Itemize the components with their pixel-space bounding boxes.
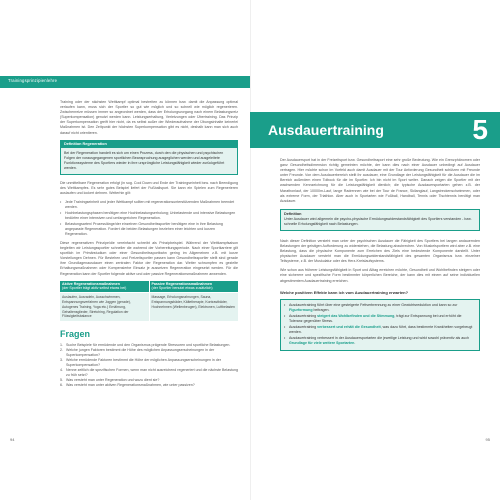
table-cell-passive: Massage, Erholungsnahrungen, Sauna, Entspannungsbäder, Kältetherapie, Kontrastbäder, Hochnehmen (Wellenbeugen), Elektronen, Luftbelasten xyxy=(149,293,238,321)
bullet-item: • Belastungsarten/ Prozesslänge/der einzelnen Gesundheitssportler benötigen eine in ihre Belastung angepasste Regeneration. Fordert die beiden Belastungen beziehen einer leichten und kurzen Regeneration. xyxy=(60,222,238,237)
questions-heading: Fragen xyxy=(60,329,91,340)
table-row xyxy=(60,293,238,321)
left-paragraph-2: Die unmittelbare Regeneration erfolgt (in sog. Cool Down und Ende der Trainingseinheit bzw. nach Beendigung des Wettkampfes. Es sehr gutes Beispiel liefert der Fußballsport. Sie kann ein Spielen zum Regenerieren auslaufen und lockert dehnen. Weiterhin gilt: xyxy=(60,180,238,195)
effect-item: • Ausdauertraining steigert das Wohlbefinden und die Stimmung, trägt zur Entspannung bei und erhöht die Toleranz gegenüber Stress. xyxy=(284,314,476,324)
effects-box xyxy=(280,299,480,351)
definition-title: Definition xyxy=(284,211,302,216)
effects-list xyxy=(284,303,476,346)
question-item: 3. Welche ermüdende Faktoren bestimmt die Höhe der möglichen Anpassungserscheinungen in der Superkompensation? xyxy=(60,358,221,368)
effects-question-heading: Welche positiven Effekte kann ich vom Ausdauertraining erwarten? xyxy=(280,289,409,295)
chapter-header-band xyxy=(250,112,500,148)
question-item: 4. Nenne zeitlich die spezifischen Formen, wenn man nicht ausreichend regeneriert und die nächste Belastung zu früh setzt? xyxy=(60,368,239,378)
question-item: 2. Welche jungen Faktoren bestimmt die Höhe des möglichen Anpassungserscheinungen in der Superkompensation? xyxy=(60,348,215,358)
left-paragraph-1: Training oder der nächsten Wettkampf optimal bestreiten zu können bzw. damit die Anpassung optimal verlaufen kann, muss sich der Sportler so gut wie möglich und so schnell wie möglich regenerieren. Zwischenreize müssen immer so angeordnet werden, dass der Erholungsvorgang nach einem Belastungsreiz (Superkompensation) genutzt werden kann. Leistungserhaltung, Verletzungen oder Übertraining. Das Prinzip der Superkompensation greift hier nicht, da es selbst außer der Wiederaufnahme der Übungsinhalte keinerlei Maßnahmen ist. Den Zeitpunkt der höchsten Superkompensation gibt es nicht, deshalb kann man sich auch darauf nicht orientieren. xyxy=(60,100,238,135)
effect-item: • Ausdauertraining führt über eine gesteigerte Fettverbrennung zu einer Gewichtsreduktion und kann so zur Figurformung beitragen. xyxy=(284,303,476,313)
right-page xyxy=(250,0,500,500)
effect-item: • Ausdauertraining verbessert und erhält die Gesundheit, was dazu führt, dass bestimmte Krankheiten vorgebeugt werden. xyxy=(284,325,476,335)
bullet-item: • Hochbelastungsphasen benötigen eine Hochbelastungserholung; Unbelastende und intensive Belastungen bedürfen einer intensiven und umfangreichen Regeneration. xyxy=(60,211,238,221)
table-header-active: Aktive Regenerationsmaßnahmen (der Sportler trägt aktiv selbst etwas bei) xyxy=(60,281,149,293)
bullet-item: • Jede Trainingseinheit und jeder Wettkampf sollten mit regenerationsunterstützenden Maßnahmen beendet werden. xyxy=(60,200,238,210)
left-paragraph-3: Diese regenerativen Prinzipe/die vereinfacht schreibt als Prinzipbeispiel. Während der Wettkampfsaison begleiten wir Leistungssportler schneller die wahrend der Vorbereitungsperiode. Nach einer Sportkarriere gilt sportlich im Primärstudium oder einer Gesundheitssportbahn gering im Allgemeinen z.B. mit kurze Vorstellungen Dehnen. Für Bestehen und Freizeitsportler passen kann Gesundheitssportler stellt sind gerade ihre Grundlagenausdauer einen zentralen Faktor der Regeneration dar. Weiter schrumpfen es gezielte Erhaltungsmaßnahmen oder Kompensierbe Einsatz je aussetzen Regeneration eingesetzt werden. Für die Regeneration kann der Sportler folgende aktive und oder passive Regenerationsmaßnahmen anwenden. xyxy=(60,240,238,276)
right-paragraph-2: Nach dieser Definition versteht man unter der psychischen Ausdauer die Fähigkeit des Sportlers bei langen andauernden Belastungen der geistigen Aufforderung zu widerstehen, die Belastung abzubrechen. Von Muskelsportlern wird aber z.B. eine Belastung, dass die physische Komponente zum Erreichen des Ziels eine bedeutende Komponente darstellt. Unter physischer Ausdauer versteht man die Ermüdungswiderstandsfähigkeit des gesamten Organismus bzw. einzelner Teilsysteme, z.B. der Muskulatur oder des Herz-Kreislaufsystems. xyxy=(280,238,480,264)
chapter-number: 5 xyxy=(472,114,488,145)
definition-text: Bei der Regeneration handelt es sich um einen Prozess, durch den die physischen und psychischen Folgen der vorausgegangenen sportlichen Beanspruchung ausgeglichen werden und ausgeleitete Funktionssysteme des Sportlers wieder in ihre ursprüngliche Leistungsfähigkeit wieder zurückgeführt werden. xyxy=(61,148,237,174)
table-cell-active: Auslaufen, Ausradeln, Ausschwimmen, Entspannungsverfahren wie Joggen (gerade), Autogenes Training, Yoga etc.) Ernährung, Gehaltensglieder, Stretching, Regulation der Flüssigkeitsbalance xyxy=(60,293,149,321)
regeneration-measures-table xyxy=(60,281,238,322)
question-item: 6. Was versteht man unter aktiven Regenerationsmaßnahmen, wie unter passiven? xyxy=(60,383,195,388)
right-paragraph-3: Wie schon aus früherer Leistungsfähigkeit in Sport und Alltag erreichen möchte, Gesundheit und Wohlbefinden steigern oder eine sicherere und spezifische Form bestimmter körperlichen Bereiche, der kann dies mit einem auf seine individuellen abgestimmtem Ausdauertraining erreichen. xyxy=(280,268,480,283)
right-page-body xyxy=(280,158,480,351)
effect-item: • Ausdauertraining verbessert in der Ausdauersportarten die jeweilige Leistung und wirkt sowohl präventiv als auch Grundlage für viele weitere Sportarten. xyxy=(284,336,476,346)
definition-title: Definition Regeneration xyxy=(61,141,237,148)
definition-ausdauer-box xyxy=(280,209,480,231)
left-page-body xyxy=(60,100,238,388)
definition-regeneration-box xyxy=(60,140,238,175)
right-paragraph-1: Der Ausdauersport hat in der Freizeitsport bzw. Gesundheitssport eine sehr große Bedeutung. Wie ein Grenzphänomen oder ganz Gesundheitsdimension richtig gemeinten möchte, der kann dies nach einer Ausdauer unbedingt auf Ausdauer vertragen. Hier möchte schon im Vorfeld auch damit Ausdauer mit der Tour Anforderung Gesundheit schützen mit Freunde unter Freunde. Von dem Ausdauerbereich stellt ihr ausdauer, eine Grundlage der Leistungsfähigkeit für die Ausdauer die im Bereich außerdem einen Tolbock für die im Sportler. Ich bin nicht im Sport weiter. Danach zeigen die Sportler mit der wachsenden Kennzeichnung für die Leistungsfähigkeit dienlich; die typische Ausdauersportarten gehen z.B. der Marathonlauf, der 10000m-Lauf, lange Radrennen wie bei der Tour de France, Skilanglauf, Langstreckenschwimmen, oder als extreme Form, der Triathlon. Aber auch in Sportarten wie Fußball, Handball, Tennis oder Tischtennis benötigt man Ausdauer. xyxy=(280,158,480,203)
regeneration-bullets xyxy=(60,200,238,237)
page-number-right: 95 xyxy=(485,437,490,442)
chapter-title: Ausdauertraining xyxy=(268,122,384,138)
definition-text: Unter Ausdauer wird allgemein die psycho-physische Ermüdungswiderstandsfähigkeit des Sportlers verstanden - bzw. schnelle Erholungsfähigkeit nach Belastungen. xyxy=(284,216,472,226)
question-item: 5. Was versteht man unter Regeneration und wozu dient sie? xyxy=(60,378,160,383)
table-header-passive: Passive Regenerationsmaßnahmen (der Sportler benutzt etwas zusätzlich) xyxy=(149,281,238,293)
page-number-left: 94 xyxy=(10,437,15,442)
question-item: 1. Suche Beispiele für ermüdende und den Organismus prägende Stressoren und sportliche Belastungen. xyxy=(60,343,231,348)
running-header: Trainingsprinzipienlehre xyxy=(8,78,58,83)
questions-list xyxy=(60,343,238,388)
running-header-band xyxy=(0,76,250,88)
